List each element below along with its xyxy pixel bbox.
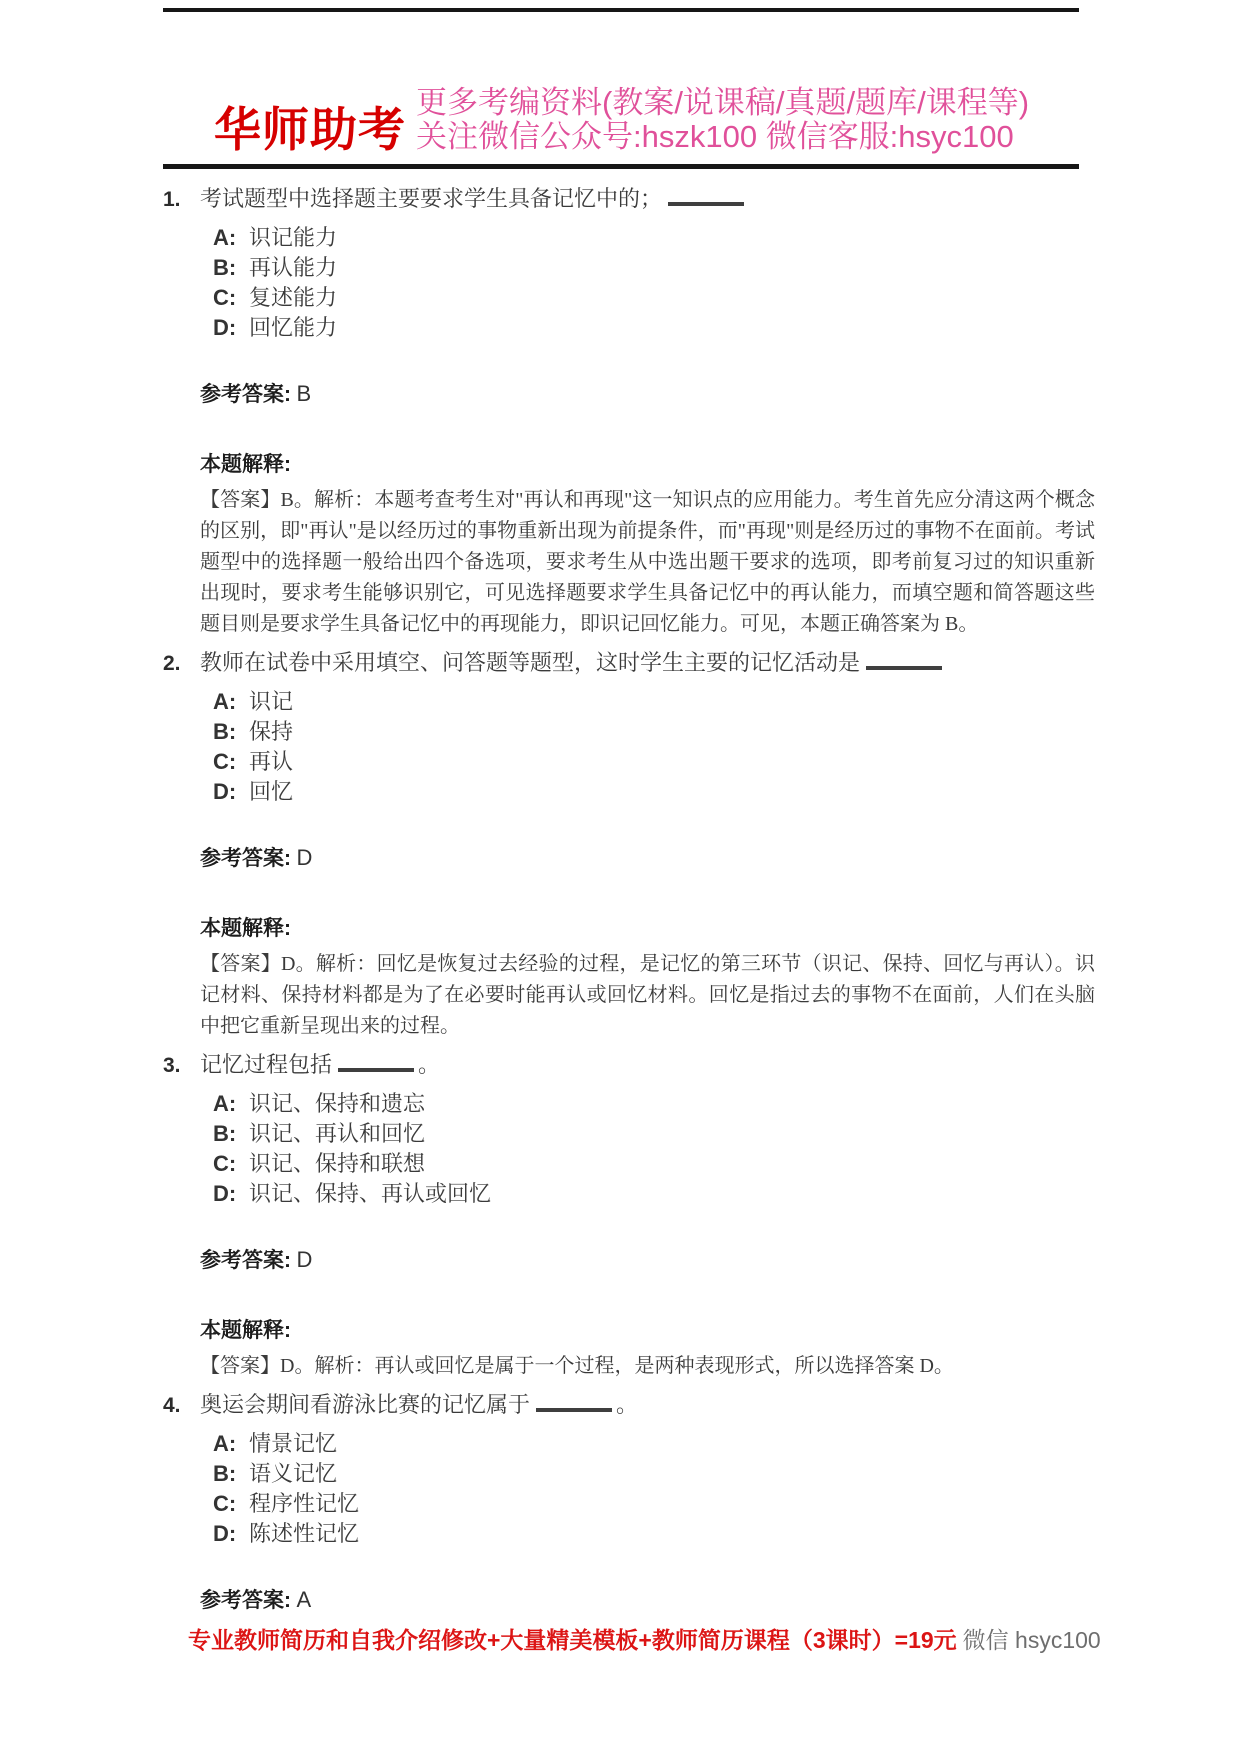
header-rule (163, 164, 1079, 169)
option-key: A: (213, 1091, 237, 1116)
question-title (163, 648, 1095, 679)
footer-promo-text: 专业教师简历和自我介绍修改+大量精美模板+教师简历课程（3课时）=19元 (188, 1627, 957, 1653)
option-key: C: (213, 285, 237, 310)
option-text: 回忆能力 (249, 315, 338, 340)
option-text: 语义记忆 (249, 1461, 338, 1486)
top-rule (163, 8, 1079, 12)
option-c (213, 1489, 1095, 1519)
option-key: A: (213, 689, 237, 714)
question-number: 2. (163, 652, 181, 675)
option-text: 识记、保持和联想 (249, 1151, 426, 1176)
option-key: B: (213, 1121, 237, 1146)
question-number: 1. (163, 188, 181, 211)
reference-answer (200, 379, 1095, 410)
option-key: B: (213, 719, 237, 744)
answer-blank (866, 650, 942, 670)
option-a (213, 1429, 1095, 1459)
question-title (163, 1390, 1095, 1421)
question-stem: 记忆过程包括 。 (200, 1052, 441, 1077)
option-text: 识记、再认和回忆 (249, 1121, 426, 1146)
explanation-text: 【答案】D。解析：再认或回忆是属于一个过程，是两种表现形式，所以选择答案 D。 (200, 1355, 954, 1377)
option-d (213, 777, 1095, 807)
option-text: 陈述性记忆 (249, 1521, 360, 1546)
explanation-label: 本题解释: (200, 453, 291, 476)
answer-blank (536, 1392, 612, 1412)
explanation-text: 【答案】D。解析：回忆是恢复过去经验的过程，是记忆的第三环节（识记、保持、回忆与再认）。识记材料、保持材料都是为了在必要时能再认或回忆材料。回忆是指过去的事物不在面前，人们在头脑中把它重新呈现出来的过程。 (200, 953, 1095, 1037)
option-text: 识记、保持和遗忘 (249, 1091, 426, 1116)
answer-blank (338, 1052, 414, 1072)
explanation-label: 本题解释: (200, 917, 291, 940)
footer-wechat-contact: 微信 hsyc100 (962, 1627, 1101, 1653)
explanation-label: 本题解释: (200, 1319, 291, 1342)
option-c (213, 747, 1095, 777)
option-d (213, 313, 1095, 343)
reference-answer (200, 1245, 1095, 1276)
question-block-1 (163, 184, 1095, 640)
question-title (163, 184, 1095, 215)
option-key: B: (213, 255, 237, 280)
option-text: 识记、保持、再认或回忆 (249, 1181, 492, 1206)
reference-answer-label: 参考答案: (200, 1589, 291, 1612)
question-title (163, 1050, 1095, 1081)
option-key: D: (213, 1521, 237, 1546)
option-key: D: (213, 315, 237, 340)
question-list (163, 176, 1095, 1616)
option-text: 再认 (249, 749, 294, 774)
question-block-4 (163, 1390, 1095, 1616)
option-text: 再认能力 (249, 255, 338, 280)
question-stem: 教师在试卷中采用填空、问答题等题型，这时学生主要的记忆活动是 (200, 650, 946, 675)
option-text: 识记 (249, 689, 294, 714)
reference-answer-label: 参考答案: (200, 1249, 291, 1272)
option-a (213, 1089, 1095, 1119)
option-text: 情景记忆 (249, 1431, 338, 1456)
option-b (213, 1119, 1095, 1149)
options-list (213, 1089, 1095, 1209)
reference-answer-value: D (296, 1247, 313, 1272)
reference-answer-label: 参考答案: (200, 847, 291, 870)
option-d (213, 1519, 1095, 1549)
question-block-3 (163, 1050, 1095, 1382)
option-key: D: (213, 779, 237, 804)
options-list (213, 223, 1095, 343)
options-list (213, 1429, 1095, 1549)
question-block-2 (163, 648, 1095, 1042)
option-key: A: (213, 1431, 237, 1456)
reference-answer-value: D (296, 845, 313, 870)
footer (188, 1622, 1101, 1655)
option-c (213, 283, 1095, 313)
option-b (213, 253, 1095, 283)
option-a (213, 687, 1095, 717)
option-text: 程序性记忆 (249, 1491, 360, 1516)
header (214, 86, 1029, 154)
options-list (213, 687, 1095, 807)
header-tagline-1: 更多考编资料(教案/说课稿/真题/题库/课程等) (416, 85, 1030, 120)
option-b (213, 717, 1095, 747)
explanation-text: 【答案】B。解析：本题考查考生对"再认和再现"这一知识点的应用能力。考生首先应分清这两个概念的区别，即"再认"是以经历过的事物重新出现为前提条件，而"再现"则是经历过的事物不在面前。考试题型中的选择题一般给出四个备选项，要求考生从中选出题干要求的选项，即考前复习过的知识重新出现时，要求考生能够识别它，可见选择题要求学生具备记忆中的再认能力，而填空题和简答题这些题目则是要求学生具备记忆中的再现能力，即识记回忆能力。可见，本题正确答案为 B。 (200, 489, 1095, 635)
question-number: 4. (163, 1394, 181, 1417)
option-key: C: (213, 749, 237, 774)
option-a (213, 223, 1095, 253)
option-text: 保持 (249, 719, 294, 744)
brand-logo: 华师助考 (214, 102, 406, 156)
question-number: 3. (163, 1054, 181, 1077)
option-text: 复述能力 (249, 285, 338, 310)
reference-answer-value: A (296, 1587, 312, 1612)
question-stem: 考试题型中选择题主要要求学生具备记忆中的； (200, 186, 748, 211)
option-key: A: (213, 225, 237, 250)
header-taglines (416, 86, 1029, 154)
option-b (213, 1459, 1095, 1489)
reference-answer (200, 1585, 1095, 1616)
option-key: B: (213, 1461, 237, 1486)
answer-blank (668, 186, 744, 206)
option-text: 回忆 (249, 779, 294, 804)
reference-answer (200, 843, 1095, 874)
option-d (213, 1179, 1095, 1209)
option-c (213, 1149, 1095, 1179)
question-stem: 奥运会期间看游泳比赛的记忆属于 。 (200, 1392, 639, 1417)
option-key: C: (213, 1491, 237, 1516)
reference-answer-value: B (296, 381, 312, 406)
option-key: D: (213, 1181, 237, 1206)
option-text: 识记能力 (249, 225, 338, 250)
option-key: C: (213, 1151, 237, 1176)
reference-answer-label: 参考答案: (200, 383, 291, 406)
header-tagline-2: 关注微信公众号:hszk100 微信客服:hsyc100 (416, 119, 1014, 154)
